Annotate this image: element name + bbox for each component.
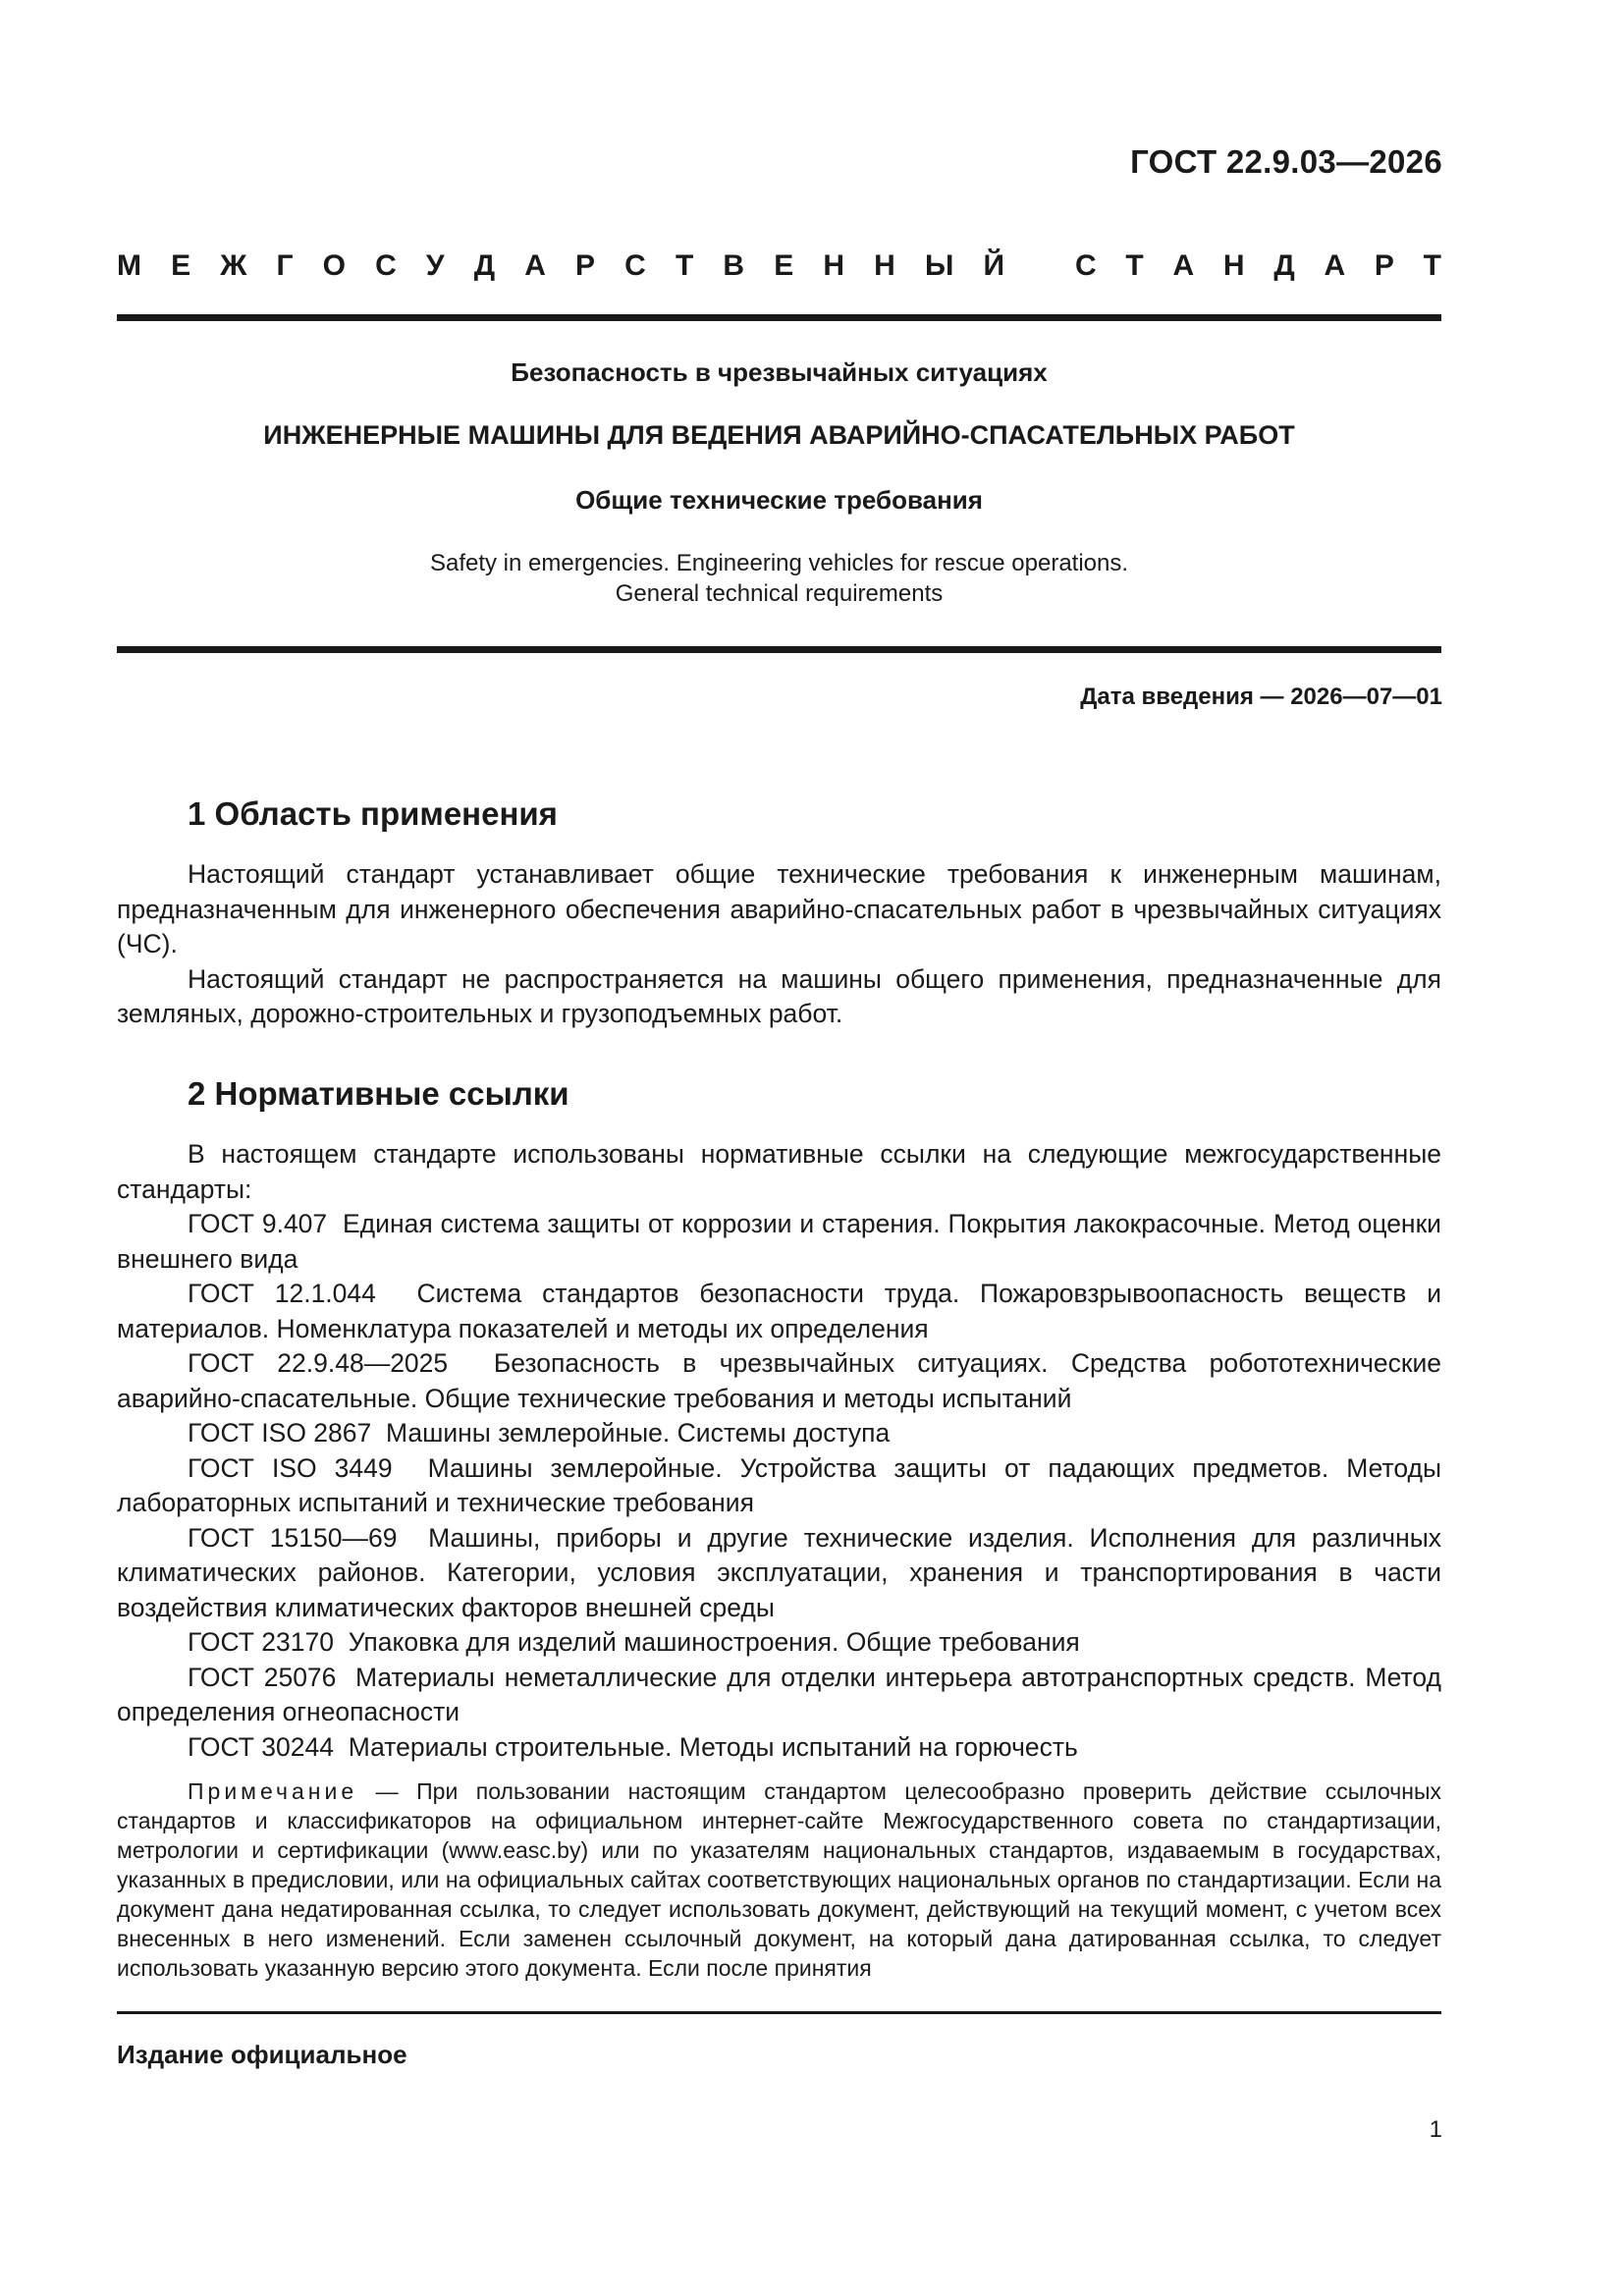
banner-letter: А: [524, 249, 546, 282]
interstate-standard-banner: [117, 249, 1441, 283]
title-topic: Безопасность в чрезвычайных ситуациях: [511, 357, 1048, 387]
banner-letter: С: [624, 249, 646, 282]
banner-letter: Д: [473, 249, 496, 282]
banner-letter: Й: [983, 249, 1004, 282]
title-main: ИНЖЕНЕРНЫЕ МАШИНЫ ДЛЯ ВЕДЕНИЯ АВАРИЙНО-СПАСАТЕЛЬНЫХ РАБОТ: [263, 420, 1295, 450]
section-1-paragraph-1: Настоящий стандарт устанавливает общие технические требования к инженерным машинам, предназначенным для инженерного обеспечения аварийно-спасательных работ в чрезвычайных ситуациях (ЧС).: [117, 859, 1441, 958]
title-english-line1: Safety in emergencies. Engineering vehicles for rescue operations.: [429, 550, 1129, 576]
banner-letter: Т: [1423, 249, 1441, 282]
reference-list: [117, 1207, 1441, 1765]
reference-title: Машины, приборы и другие технические изделия. Исполнения для различных климатических районов. Категории, условия эксплуатации, хранения и транспортирования в части воздействия климатических факторов внешней среды: [117, 1522, 1442, 1622]
top-rule: [117, 314, 1441, 321]
reference-title: Материалы строительные. Методы испытаний на горючесть: [348, 1731, 1078, 1762]
reference-title: Система стандартов безопасности труда. Пожаровзрывоопасность веществ и материалов. Номенклатура показателей и методы их определения: [117, 1279, 1441, 1343]
reference-item: [117, 1625, 1441, 1661]
title-bottom-rule: [117, 646, 1441, 653]
banner-letter: Н: [1222, 249, 1245, 282]
banner-letter: Н: [874, 249, 895, 282]
banner-letter: А: [1172, 249, 1195, 282]
interstate-word: [117, 249, 1004, 283]
banner-letter: С: [1075, 249, 1097, 282]
banner-letter: Р: [1374, 249, 1394, 282]
reference-code: ГОСТ 22.9.48—2025: [188, 1348, 449, 1378]
standard-word: [1075, 249, 1441, 283]
reference-code: ГОСТ ISO 3449: [188, 1452, 393, 1483]
page-number: 1: [1429, 2116, 1442, 2143]
section-2-heading: 2 Нормативные ссылки: [188, 1075, 569, 1112]
reference-item: [117, 1416, 1441, 1451]
banner-letter: С: [375, 249, 397, 282]
banner-letter: О: [322, 249, 346, 282]
section-1-paragraph-2: Настоящий стандарт не распространяется на машины общего применения, предназначенные для земляных, дорожно-строительных и грузоподъемных работ.: [117, 963, 1441, 1028]
reference-code: ГОСТ ISO 2867: [188, 1418, 372, 1448]
banner-letter: Ы: [924, 249, 954, 282]
edition-label: Издание официальное: [117, 2040, 407, 2069]
reference-item: [117, 1346, 1441, 1416]
banner-letter: Г: [276, 249, 294, 282]
banner-letter: Т: [675, 249, 694, 282]
reference-item: [117, 1207, 1441, 1277]
note-text: — При пользовании настоящим стандартом целесообразно проверить действие ссылочных стандартов и классификаторов на официальном интернет-сайте Межгосударственного совета по стандартизации, метрологии и сертификации (www.easc.by) или по указателям национальных стандартов, издаваемым в государствах, указанных в предисловии, или на официальных сайтах соответствующих национальных органов по стандартизации. Если на документ дана недатированная ссылка, то следует использовать документ, действующий на текущий момент, с учетом всех внесенных в него изменений. Если заменен ссылочный документ, на который дана датированная ссылка, то следует использовать указанную версию этого документа. Если после принятия: [117, 1778, 1441, 1981]
section-2-intro: В настоящем стандарте использованы нормативные ссылки на следующие межгосударственные стандарты:: [117, 1139, 1441, 1204]
reference-item: [117, 1730, 1441, 1766]
reference-code: ГОСТ 25076: [188, 1662, 337, 1692]
introduction-date: Дата введения — 2026—07—01: [1080, 683, 1442, 710]
reference-item: [117, 1451, 1441, 1521]
banner-letter: Т: [1125, 249, 1144, 282]
banner-letter: Д: [1273, 249, 1295, 282]
banner-letter: М: [117, 249, 141, 282]
banner-letter: В: [723, 249, 745, 282]
reference-title: Машины землеройные. Системы доступа: [385, 1418, 891, 1448]
reference-item: [117, 1661, 1441, 1730]
footnote-rule: [117, 2011, 1441, 2014]
section-1-heading: 1 Область применения: [188, 795, 558, 832]
banner-letter: А: [1324, 249, 1346, 282]
banner-letter: Е: [774, 249, 794, 282]
reference-code: ГОСТ 15150—69: [188, 1522, 398, 1553]
standard-designation: ГОСТ 22.9.03—2026: [1130, 143, 1442, 180]
title-english: [117, 548, 1441, 609]
banner-letter: Е: [171, 249, 191, 282]
banner-letter: Ж: [220, 249, 247, 282]
reference-code: ГОСТ 9.407: [188, 1209, 328, 1238]
title-subtitle: Общие технические требования: [575, 485, 983, 515]
section-2-body: [117, 1137, 1441, 1765]
reference-title: Материалы неметаллические для отделки интерьера автотранспортных средств. Метод определения огнеопасности: [117, 1662, 1442, 1726]
reference-code: ГОСТ 30244: [188, 1731, 334, 1762]
reference-title: Единая система защиты от коррозии и старения. Покрытия лакокрасочные. Метод оценки внешнего вида: [117, 1209, 1441, 1274]
reference-title: Безопасность в чрезвычайных ситуациях. Средства робототехнические аварийно-спасательные. Общие технические требования и методы испытаний: [117, 1348, 1442, 1413]
banner-letter: Н: [823, 249, 845, 282]
reference-item: [117, 1521, 1441, 1626]
reference-item: [117, 1277, 1441, 1346]
note-label: Примечание: [188, 1778, 358, 1804]
note-block: [117, 1777, 1441, 1983]
reference-title: Упаковка для изделий машиностроения. Общие требования: [348, 1627, 1080, 1657]
banner-letter: Р: [575, 249, 596, 282]
banner-letter: У: [425, 249, 445, 282]
reference-title: Машины землеройные. Устройства защиты от падающих предметов. Методы лабораторных испытаний и технические требования: [117, 1452, 1441, 1517]
section-1-body: [117, 857, 1441, 1032]
reference-code: ГОСТ 12.1.044: [188, 1279, 376, 1308]
title-english-line2: General technical requirements: [615, 580, 944, 607]
reference-code: ГОСТ 23170: [188, 1627, 334, 1657]
